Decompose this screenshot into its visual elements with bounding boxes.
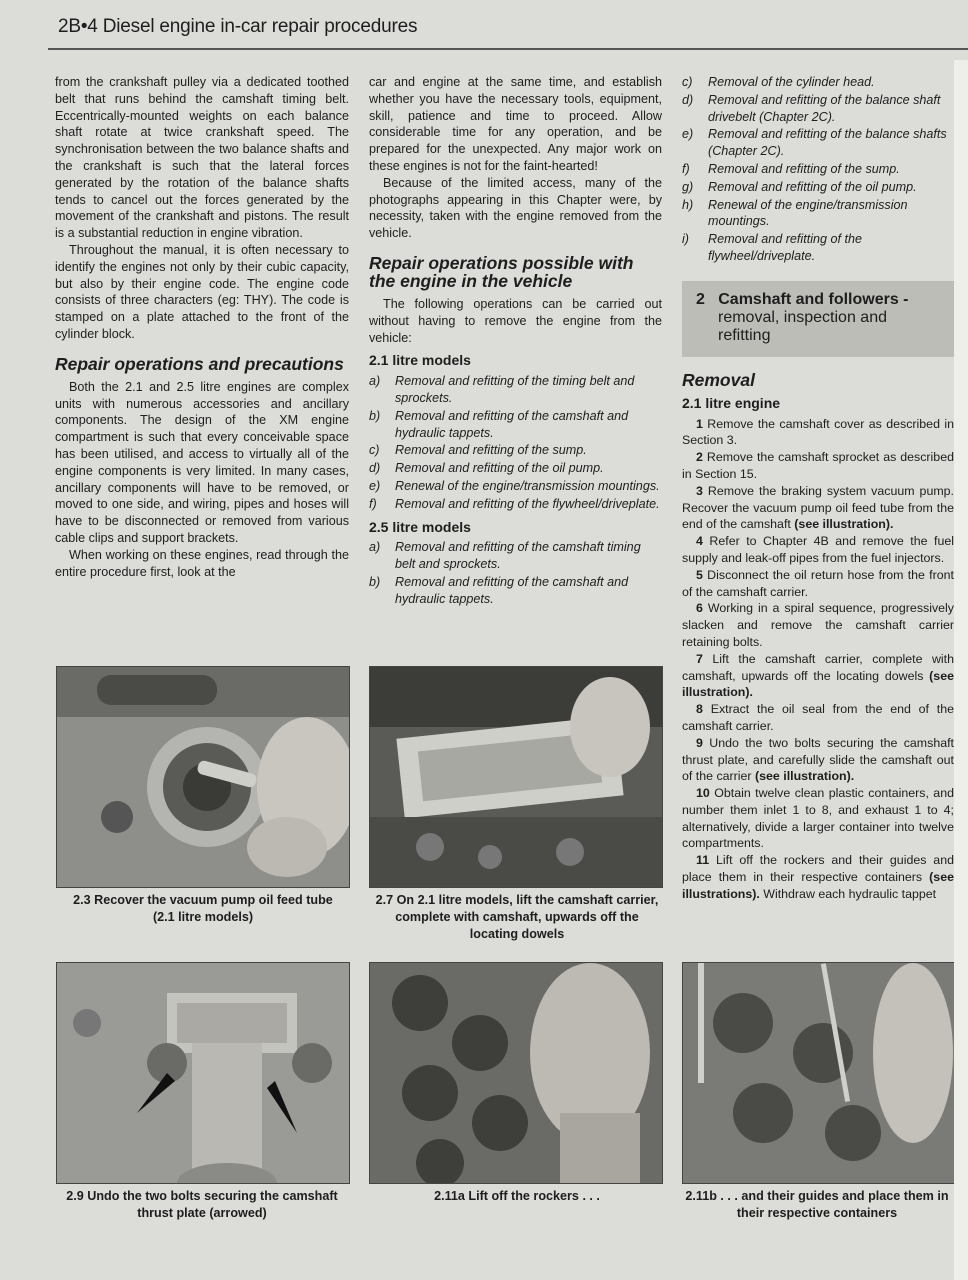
section-heading: Repair operations possible with the engine in the vehicle (369, 252, 634, 291)
list-item: d) Removal and refitting of the balance shaft drivebelt (Chapter 2C). (682, 92, 941, 124)
page-header: 2B•4 Diesel engine in-car repair procedures (58, 16, 418, 37)
list-item: c) Removal and refitting of the sump. (369, 443, 587, 458)
list-item: e) Removal and refitting of the balance shafts (Chapter 2C). (682, 127, 947, 159)
photo-camshaft-thrust-plate (56, 962, 350, 1184)
list-item: f) Removal and refitting of the sump. (682, 161, 900, 176)
list-item: e) Renewal of the engine/transmission mountings. (369, 478, 660, 493)
column-3 (682, 74, 954, 903)
subheading: 2.1 litre models (369, 352, 471, 369)
paragraph: Both the 2.1 and 2.5 litre engines are complex units with numerous accessories and ancillary components. The design of the XM engine compartment is such that every conceivable space has been utilised, and access to virtually all of the engine components is very limited. In many cases, ancillary components will have to be removed, or moved to one side, and wiring, pipes and hoses will have to be disconnected or removed from various cable clips and support brackets. (55, 379, 349, 545)
section-heading: Repair operations and precautions (55, 353, 344, 374)
step: 10 Obtain twelve clean plastic containers, and number them inlet 1 to 8, and exhaust 1 to 4; alternatively, divide a larger container into twelve compartments. (682, 786, 954, 851)
step: 4 Refer to Chapter 4B and remove the fuel supply and leak-off pipes from the fuel injectors. (682, 534, 954, 565)
list-item: i) Removal and refitting of the flywheel/driveplate. (682, 232, 863, 263)
column-2 (369, 74, 662, 609)
list-item: c) Removal of the cylinder head. (682, 75, 875, 89)
section-title: Camshaft and followers - (718, 290, 909, 308)
list-item: g) Removal and refitting of the oil pump. (682, 179, 917, 194)
step: 6 Working in a spiral sequence, progressively slacken and remove the camshaft carrier retaining bolts. (682, 601, 955, 649)
header-rule (48, 48, 968, 50)
paragraph: Because of the limited access, many of the photographs appearing in this Chapter were, by necessity, taken with the engine removed from the vehicle. (369, 175, 662, 241)
list-item: d) Removal and refitting of the oil pump. (369, 461, 604, 476)
list-item: a) Removal and refitting of the timing belt and sprockets. (369, 374, 635, 405)
section-heading: Removal (682, 369, 755, 390)
section-title-box (682, 281, 956, 357)
list-item: a) Removal and refitting of the camshaft timing belt and sprockets. (369, 540, 641, 572)
photo-camshaft-carrier (369, 666, 663, 888)
operations-list-2-5 (369, 539, 662, 607)
photo-rockers (369, 962, 663, 1184)
photo-rocker-guides (682, 962, 956, 1184)
caption-2-11a: 2.11a Lift off the rockers . . . (434, 1189, 600, 1203)
list-item: b) Removal and refitting of the camshaft and hydraulic tappets. (369, 408, 629, 440)
caption-2-3: 2.3 Recover the vacuum pump oil feed tube (2.1 litre models) (73, 893, 333, 924)
operations-list-continued (682, 74, 954, 265)
step: 5 Disconnect the oil return hose from the front of the camshaft carrier. (682, 567, 954, 599)
engine-photo-illustration (370, 963, 662, 1183)
paragraph: When working on these engines, read through the entire procedure first, look at the (55, 547, 349, 579)
paragraph: car and engine at the same time, and establish whether you have the necessary tools, equipment, skill, patience and time to proceed. Allow considerable time for any operation, and be prepared for the unexpected. Any major work on these engines is not for the faint-hearted! (369, 75, 662, 173)
engine-photo-illustration (683, 963, 955, 1183)
subheading: 2.5 litre models (369, 518, 471, 535)
operations-list-2-1 (369, 373, 662, 512)
list-item: h) Renewal of the engine/transmission mountings. (682, 197, 908, 229)
paragraph: from the crankshaft pulley via a dedicated toothed belt that runs behind the camshaft timing belt. Eccentrically-mounted weights on each balance shaft rotate at twice crankshaft speed. The synchronisation between the two balance shafts and the crankshaft is such that the lateral forces generated by the rotation of the balance shafts tends to cancel out the forces generated by the movement of the crankshaft and pistons. The result is a substantial reduction in engine vibration. (55, 75, 349, 241)
section-subtitle: removal, inspection and refitting (718, 308, 887, 344)
page-edge (954, 60, 968, 1280)
list-item: b) Removal and refitting of the camshaft and hydraulic tappets. (369, 574, 629, 606)
step: 9 Undo the two bolts securing the camshaft thrust plate, and carefully slide the camshaft out of the carrier (see illustration). (682, 735, 954, 784)
step: 2 Remove the camshaft sprocket as described in Section 15. (682, 450, 954, 481)
photo-vacuum-pump-feed-tube (56, 666, 350, 888)
step: 3 Remove the braking system vacuum pump. Recover the vacuum pump oil feed tube from the end of the camshaft (see illustration). (682, 483, 954, 532)
step: 7 Lift the camshaft carrier, complete with camshaft, upwards off the locating dowels (see illustration). (682, 651, 954, 700)
caption-2-7: 2.7 On 2.1 litre models, lift the camshaft carrier, complete with camshaft, upwards off the locating dowels (375, 893, 659, 941)
column-1 (55, 74, 349, 580)
engine-photo-illustration (57, 963, 349, 1183)
procedure-steps (682, 416, 954, 903)
paragraph: The following operations can be carried out without having to remove the engine from the vehicle: (369, 296, 662, 345)
step: 8 Extract the oil seal from the end of the camshaft carrier. (682, 702, 954, 733)
caption-2-11b: 2.11b . . . and their guides and place them in their respective containers (685, 1189, 949, 1220)
subheading: 2.1 litre engine (682, 394, 781, 411)
engine-photo-illustration (57, 667, 349, 887)
caption-2-9: 2.9 Undo the two bolts securing the camshaft thrust plate (arrowed) (66, 1189, 338, 1220)
engine-photo-illustration (370, 667, 662, 887)
paragraph: Throughout the manual, it is often necessary to identify the engines not only by their cubic capacity, but also by their engine code. The engine code consists of three characters (eg: THY). The code is stamped on a plate attached to the front of the cylinder block. (55, 242, 349, 341)
section-number: 2 (696, 290, 705, 308)
step: 1 Remove the camshaft cover as described in Section 3. (682, 416, 954, 448)
step: 11 Lift off the rockers and their guides and place them in their respective containers (see illustrations). Withdraw each hydraulic tappet (682, 853, 954, 901)
list-item: f) Removal and refitting of the flywheel/driveplate. (369, 496, 660, 511)
